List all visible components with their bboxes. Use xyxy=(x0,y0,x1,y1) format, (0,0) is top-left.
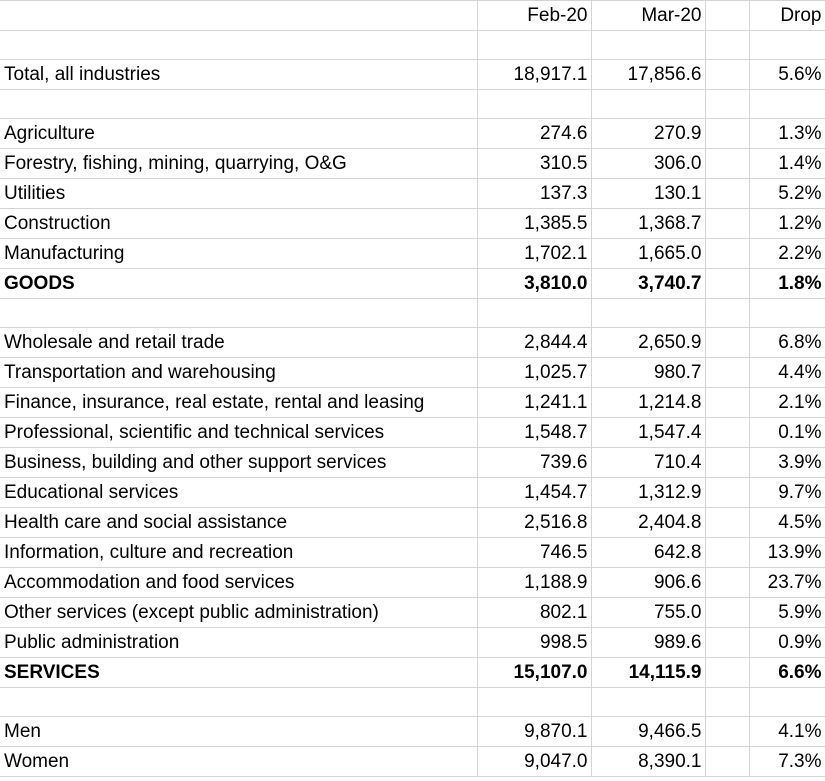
row-drop-cell[interactable]: 4.5% xyxy=(749,508,825,538)
table-row xyxy=(0,299,825,328)
header-label-cell[interactable] xyxy=(0,1,477,31)
row-label-cell[interactable] xyxy=(0,688,477,717)
row-drop-cell[interactable]: 5.9% xyxy=(749,598,825,628)
row-mar-cell[interactable] xyxy=(591,90,705,119)
row-label-cell[interactable]: Transportation and warehousing xyxy=(0,358,477,388)
row-mar-cell[interactable]: 14,115.9 xyxy=(591,658,705,688)
row-drop-cell[interactable]: 3.9% xyxy=(749,448,825,478)
row-label-cell[interactable]: Health care and social assistance xyxy=(0,508,477,538)
row-mar-cell[interactable]: 1,665.0 xyxy=(591,239,705,269)
table-row xyxy=(0,269,825,299)
row-feb-cell[interactable]: 1,385.5 xyxy=(477,209,591,239)
row-mar-cell[interactable]: 9,466.5 xyxy=(591,717,705,747)
row-gap-cell[interactable] xyxy=(705,31,749,60)
row-gap-cell[interactable] xyxy=(705,717,749,747)
row-label-cell[interactable] xyxy=(0,299,477,328)
row-label-cell[interactable]: Construction xyxy=(0,209,477,239)
row-drop-cell[interactable]: 0.1% xyxy=(749,418,825,448)
row-feb-cell[interactable]: 2,844.4 xyxy=(477,328,591,358)
row-mar-cell[interactable]: 1,547.4 xyxy=(591,418,705,448)
row-feb-cell[interactable]: 3,810.0 xyxy=(477,269,591,299)
row-drop-cell[interactable]: 6.8% xyxy=(749,328,825,358)
row-label-cell[interactable]: Men xyxy=(0,717,477,747)
row-feb-cell[interactable]: 1,454.7 xyxy=(477,478,591,508)
row-label-cell[interactable]: GOODS xyxy=(0,269,477,299)
row-label-cell[interactable]: Professional, scientific and technical services xyxy=(0,418,477,448)
table-row xyxy=(0,478,825,508)
row-gap-cell[interactable] xyxy=(705,598,749,628)
row-label-cell[interactable]: Agriculture xyxy=(0,119,477,149)
row-gap-cell[interactable] xyxy=(705,179,749,209)
table-row xyxy=(0,598,825,628)
row-drop-cell[interactable]: 4.1% xyxy=(749,717,825,747)
row-drop-cell[interactable]: 1.3% xyxy=(749,119,825,149)
row-gap-cell[interactable] xyxy=(705,568,749,598)
header-drop-cell[interactable]: Drop xyxy=(749,1,825,31)
row-gap-cell[interactable] xyxy=(705,209,749,239)
row-label-cell[interactable]: Wholesale and retail trade xyxy=(0,328,477,358)
row-drop-cell[interactable]: 7.3% xyxy=(749,747,825,777)
row-feb-cell[interactable] xyxy=(477,299,591,328)
row-gap-cell[interactable] xyxy=(705,508,749,538)
row-gap-cell[interactable] xyxy=(705,90,749,119)
row-mar-cell[interactable]: 2,404.8 xyxy=(591,508,705,538)
table-row xyxy=(0,508,825,538)
table-row xyxy=(0,628,825,658)
row-gap-cell[interactable] xyxy=(705,328,749,358)
row-mar-cell[interactable]: 270.9 xyxy=(591,119,705,149)
table-row xyxy=(0,90,825,119)
row-gap-cell[interactable] xyxy=(705,60,749,90)
row-mar-cell[interactable]: 642.8 xyxy=(591,538,705,568)
row-feb-cell[interactable]: 1,241.1 xyxy=(477,388,591,418)
table-row xyxy=(0,60,825,90)
row-drop-cell[interactable]: 1.4% xyxy=(749,149,825,179)
table-row xyxy=(0,538,825,568)
table-row xyxy=(0,239,825,269)
table-row xyxy=(0,388,825,418)
row-drop-cell[interactable]: 2.2% xyxy=(749,239,825,269)
table-row xyxy=(0,358,825,388)
row-gap-cell[interactable] xyxy=(705,628,749,658)
row-feb-cell[interactable]: 802.1 xyxy=(477,598,591,628)
row-drop-cell[interactable]: 9.7% xyxy=(749,478,825,508)
row-gap-cell[interactable] xyxy=(705,269,749,299)
row-feb-cell[interactable]: 274.6 xyxy=(477,119,591,149)
row-drop-cell[interactable]: 23.7% xyxy=(749,568,825,598)
row-label-cell[interactable]: SERVICES xyxy=(0,658,477,688)
row-gap-cell[interactable] xyxy=(705,388,749,418)
row-label-cell[interactable]: Finance, insurance, real estate, rental and leasing xyxy=(0,388,477,418)
row-label-cell[interactable]: Public administration xyxy=(0,628,477,658)
row-feb-cell[interactable]: 2,516.8 xyxy=(477,508,591,538)
row-label-cell[interactable]: Educational services xyxy=(0,478,477,508)
row-mar-cell[interactable]: 1,312.9 xyxy=(591,478,705,508)
row-feb-cell[interactable]: 998.5 xyxy=(477,628,591,658)
row-feb-cell[interactable]: 9,870.1 xyxy=(477,717,591,747)
row-label-cell[interactable]: Information, culture and recreation xyxy=(0,538,477,568)
header-gap-cell[interactable] xyxy=(705,1,749,31)
row-label-cell[interactable]: Utilities xyxy=(0,179,477,209)
row-gap-cell[interactable] xyxy=(705,688,749,717)
row-mar-cell[interactable]: 989.6 xyxy=(591,628,705,658)
row-feb-cell[interactable] xyxy=(477,90,591,119)
table-row xyxy=(0,747,825,777)
row-mar-cell[interactable]: 3,740.7 xyxy=(591,269,705,299)
row-drop-cell[interactable]: 1.8% xyxy=(749,269,825,299)
row-feb-cell[interactable]: 1,025.7 xyxy=(477,358,591,388)
row-drop-cell[interactable] xyxy=(749,31,825,60)
row-mar-cell[interactable]: 306.0 xyxy=(591,149,705,179)
row-drop-cell[interactable] xyxy=(749,688,825,717)
row-gap-cell[interactable] xyxy=(705,418,749,448)
table-row xyxy=(0,717,825,747)
row-feb-cell[interactable]: 310.5 xyxy=(477,149,591,179)
row-mar-cell[interactable]: 755.0 xyxy=(591,598,705,628)
row-mar-cell[interactable]: 710.4 xyxy=(591,448,705,478)
row-drop-cell[interactable]: 13.9% xyxy=(749,538,825,568)
row-drop-cell[interactable] xyxy=(749,299,825,328)
row-mar-cell[interactable]: 2,650.9 xyxy=(591,328,705,358)
row-gap-cell[interactable] xyxy=(705,119,749,149)
table-row xyxy=(0,119,825,149)
header-row xyxy=(0,1,825,31)
row-label-cell[interactable]: Total, all industries xyxy=(0,60,477,90)
row-drop-cell[interactable]: 5.2% xyxy=(749,179,825,209)
row-mar-cell[interactable] xyxy=(591,299,705,328)
row-label-cell[interactable]: Women xyxy=(0,747,477,777)
spreadsheet-body xyxy=(0,1,825,777)
table-row xyxy=(0,448,825,478)
row-label-cell[interactable]: Business, building and other support services xyxy=(0,448,477,478)
row-mar-cell[interactable] xyxy=(591,31,705,60)
row-mar-cell[interactable]: 1,214.8 xyxy=(591,388,705,418)
row-label-cell[interactable]: Manufacturing xyxy=(0,239,477,269)
row-label-cell[interactable] xyxy=(0,31,477,60)
row-feb-cell[interactable]: 9,047.0 xyxy=(477,747,591,777)
row-feb-cell[interactable]: 1,548.7 xyxy=(477,418,591,448)
row-feb-cell[interactable]: 18,917.1 xyxy=(477,60,591,90)
table-row xyxy=(0,328,825,358)
row-feb-cell[interactable]: 746.5 xyxy=(477,538,591,568)
row-drop-cell[interactable]: 6.6% xyxy=(749,658,825,688)
row-drop-cell[interactable]: 1.2% xyxy=(749,209,825,239)
row-mar-cell[interactable]: 17,856.6 xyxy=(591,60,705,90)
table-row xyxy=(0,179,825,209)
row-label-cell[interactable]: Accommodation and food services xyxy=(0,568,477,598)
row-drop-cell[interactable]: 2.1% xyxy=(749,388,825,418)
table-row xyxy=(0,568,825,598)
row-mar-cell[interactable]: 130.1 xyxy=(591,179,705,209)
row-gap-cell[interactable] xyxy=(705,747,749,777)
row-mar-cell[interactable] xyxy=(591,688,705,717)
row-drop-cell[interactable]: 0.9% xyxy=(749,628,825,658)
row-feb-cell[interactable]: 137.3 xyxy=(477,179,591,209)
row-gap-cell[interactable] xyxy=(705,358,749,388)
row-mar-cell[interactable]: 906.6 xyxy=(591,568,705,598)
row-feb-cell[interactable]: 1,188.9 xyxy=(477,568,591,598)
row-label-cell[interactable]: Other services (except public administration) xyxy=(0,598,477,628)
row-gap-cell[interactable] xyxy=(705,149,749,179)
row-label-cell[interactable]: Forestry, fishing, mining, quarrying, O&G xyxy=(0,149,477,179)
row-drop-cell[interactable]: 4.4% xyxy=(749,358,825,388)
table-row xyxy=(0,149,825,179)
header-feb-cell[interactable]: Feb-20 xyxy=(477,1,591,31)
row-gap-cell[interactable] xyxy=(705,239,749,269)
row-feb-cell[interactable] xyxy=(477,31,591,60)
table-row xyxy=(0,31,825,60)
row-gap-cell[interactable] xyxy=(705,658,749,688)
row-gap-cell[interactable] xyxy=(705,538,749,568)
row-feb-cell[interactable]: 1,702.1 xyxy=(477,239,591,269)
row-feb-cell[interactable]: 739.6 xyxy=(477,448,591,478)
row-feb-cell[interactable]: 15,107.0 xyxy=(477,658,591,688)
table-row xyxy=(0,658,825,688)
table-row xyxy=(0,688,825,717)
table-row xyxy=(0,209,825,239)
row-mar-cell[interactable]: 1,368.7 xyxy=(591,209,705,239)
row-drop-cell[interactable]: 5.6% xyxy=(749,60,825,90)
row-drop-cell[interactable] xyxy=(749,90,825,119)
table-row xyxy=(0,418,825,448)
row-gap-cell[interactable] xyxy=(705,299,749,328)
row-gap-cell[interactable] xyxy=(705,448,749,478)
row-label-cell[interactable] xyxy=(0,90,477,119)
row-mar-cell[interactable]: 8,390.1 xyxy=(591,747,705,777)
row-gap-cell[interactable] xyxy=(705,478,749,508)
row-feb-cell[interactable] xyxy=(477,688,591,717)
header-mar-cell[interactable]: Mar-20 xyxy=(591,1,705,31)
row-mar-cell[interactable]: 980.7 xyxy=(591,358,705,388)
